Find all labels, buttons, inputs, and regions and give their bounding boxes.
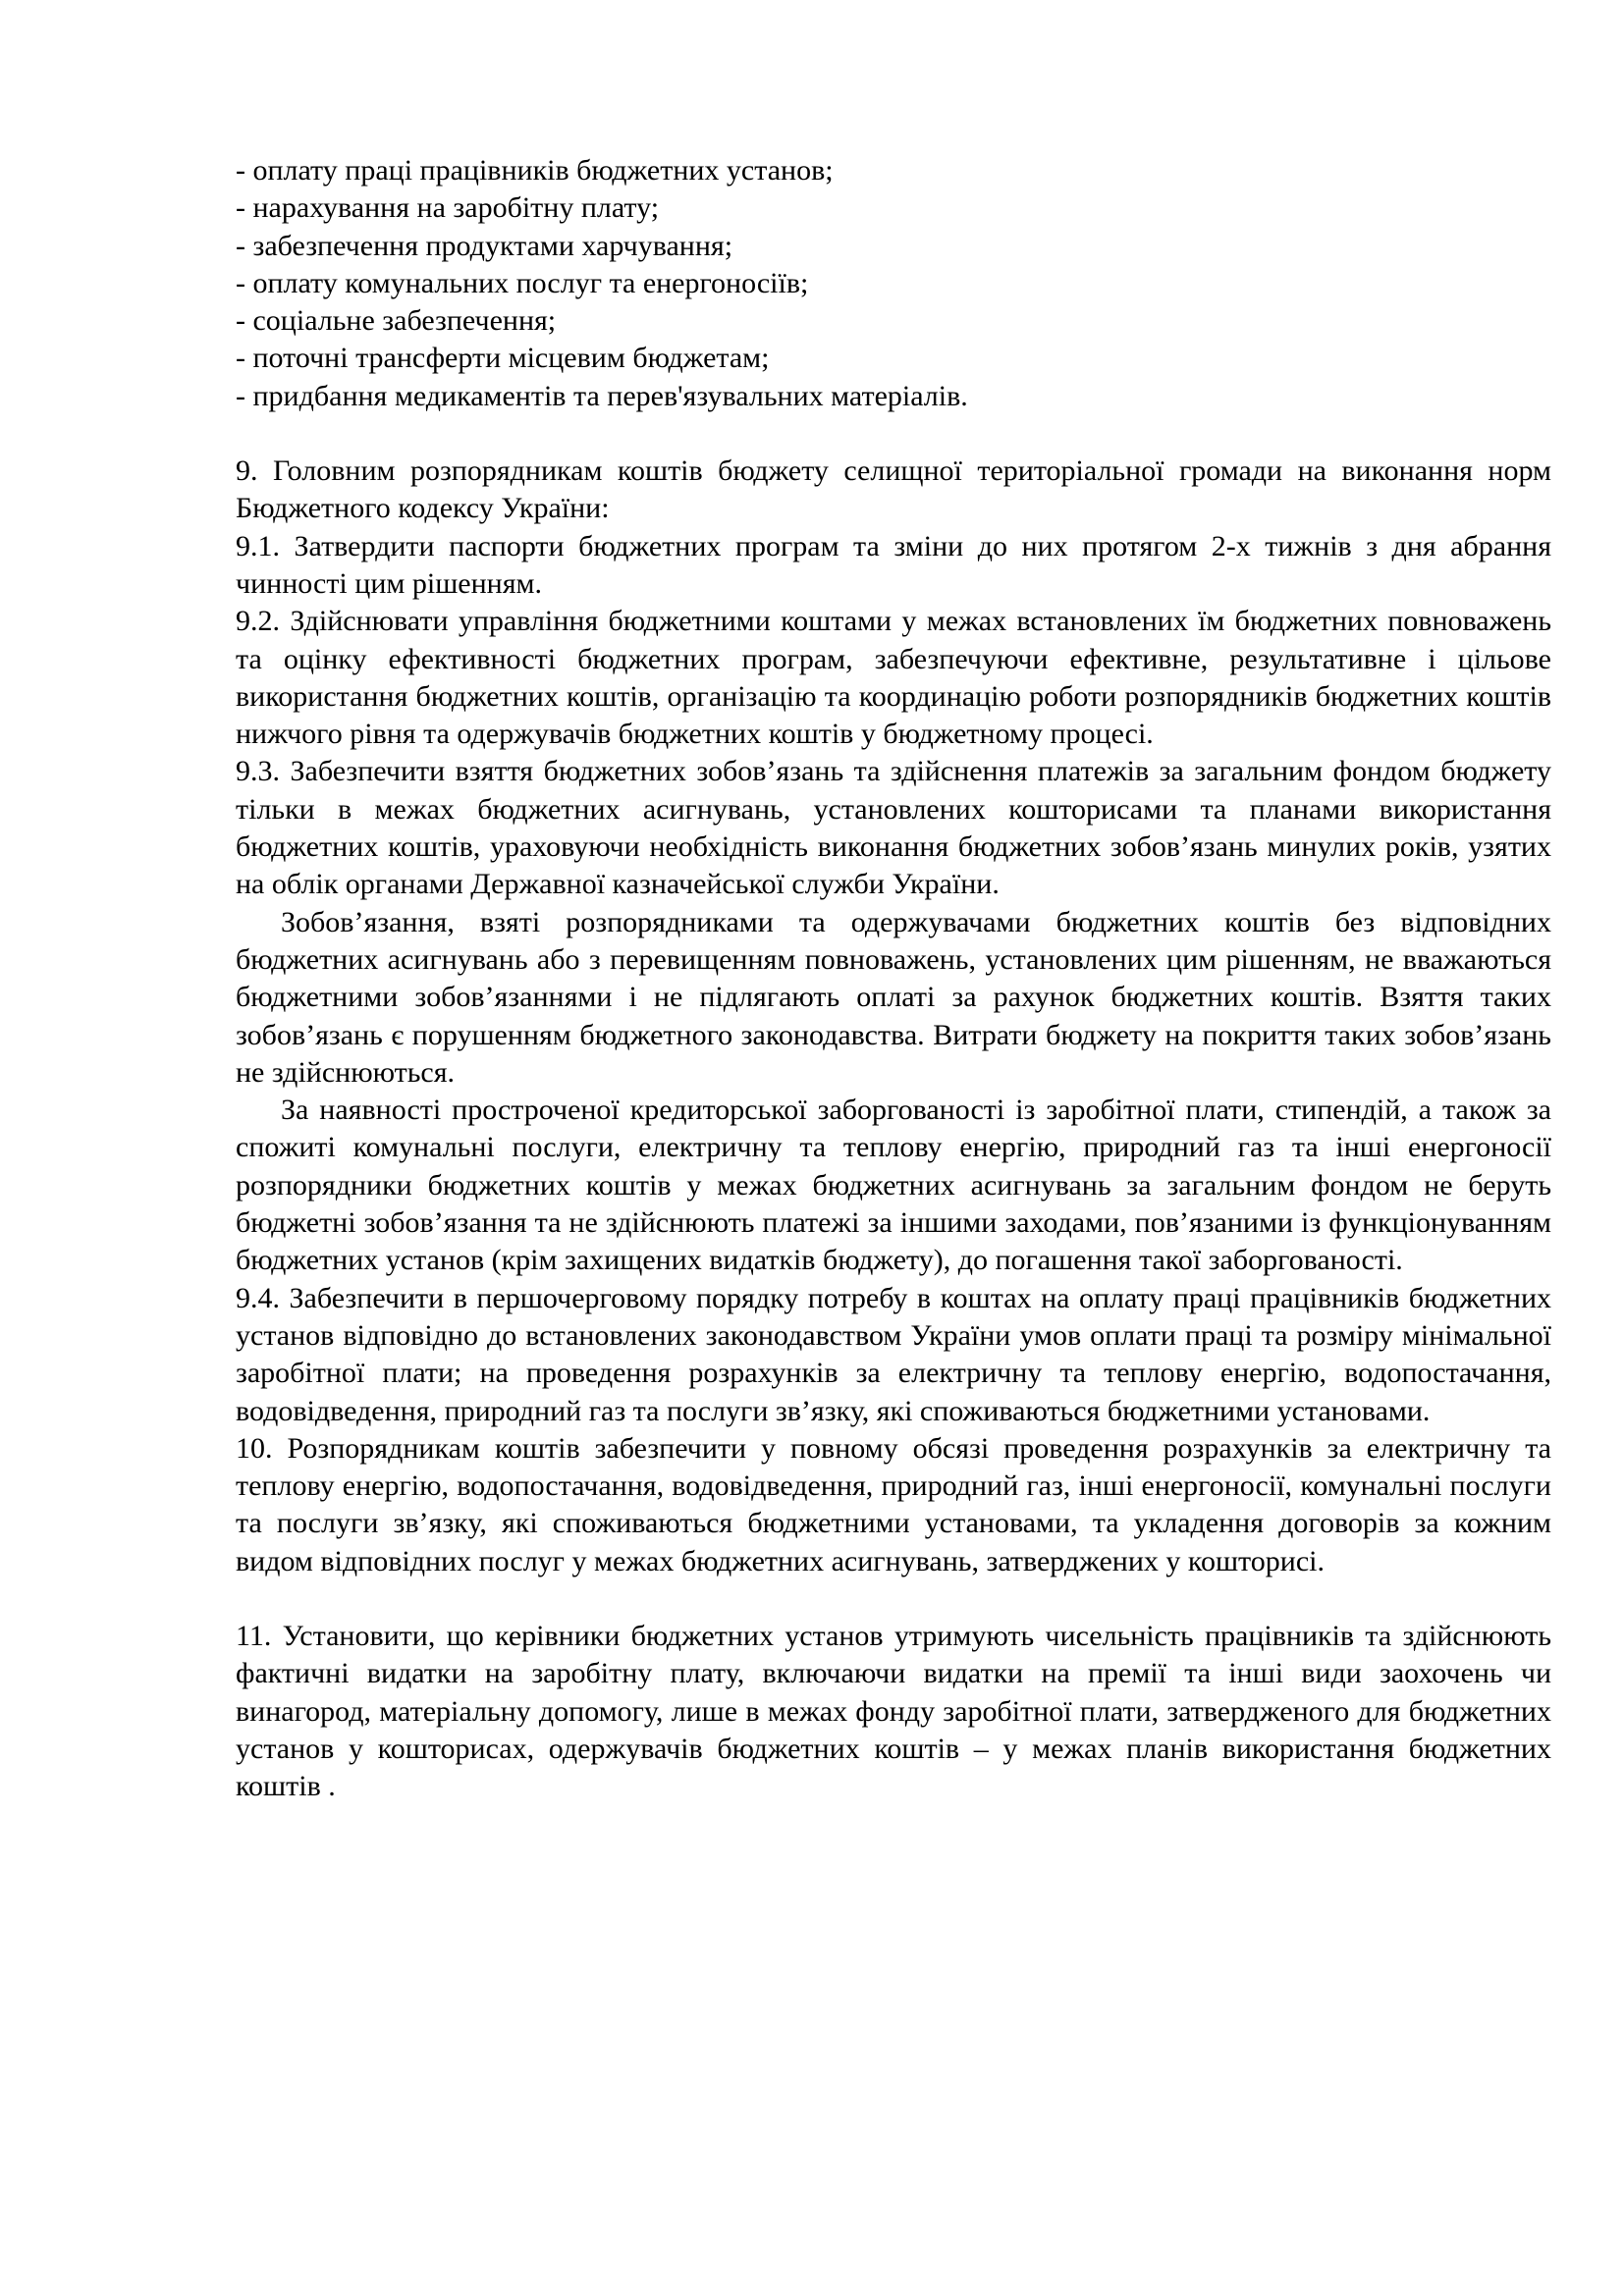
list-item: - поточні трансферти місцевим бюджетам; [236,342,770,375]
section-9-3-obligations: Зобов’язання, взяті розпорядниками та одержувачами бюджетних коштів без відповідних бюджетних асигнувань або з перевищенням повноважень, установлених цим рішенням, не вважаються бюджетними зобов’язаннями і не підлягають оплаті за рахунок бюджетних коштів. Взяття таких зобов’язань є порушенням бюджетного законодавства. Витрати бюджету на покриття таких зобов’язань не здійснюються. [236,905,1551,1089]
list-item: - придбання медикаментів та перев'язувальних матеріалів. [236,379,968,412]
section-9-4: 9.4. Забезпечити в першочерговому порядку потребу в коштах на оплату праці працівників бюджетних установ відповідно до встановлених законодавством України умов оплати праці та розміру мінімальної заробітної плати; на проведення розрахунків за електричну та теплову енергію, водопостачання, водовідведення, природний газ та послуги зв’язку, які споживаються бюджетними установами. [236,1281,1551,1427]
section-9-3-arrears: За наявності простроченої кредиторської заборгованості із заробітної плати, стипендій, а також за спожиті комунальні послуги, електричну та теплову енергію, природний газ та інші енергоносії розпорядники бюджетних коштів у межах бюджетних асигнувань за загальним фондом не беруть бюджетні зобов’язання та не здійснюють платежі за іншими заходами, пов’язаними із функціонуванням бюджетних установ (крім захищених видатків бюджету), до погашення такої заборгованості. [236,1094,1551,1277]
expenditure-list [236,152,1551,415]
document-page [236,152,1551,1805]
section-9-2: 9.2. Здійснювати управління бюджетними коштами у межах встановлених їм бюджетних повноважень та оцінку ефективності бюджетних програм, забезпечуючи ефективне, результативне і цільове використання бюджетних коштів, організацію та координацію роботи розпорядників бюджетних коштів нижчого рівня та одержувачів бюджетних коштів у бюджетному процесі. [236,605,1551,751]
list-item: - забезпечення продуктами харчування; [236,229,733,262]
section-9-intro: 9. Головним розпорядникам коштів бюджету селищної територіальної громади на виконання норм Бюджетного кодексу України: [236,454,1551,525]
list-item: - оплату праці працівників бюджетних установ; [236,154,834,187]
blank-line [236,415,1551,453]
section-9-3: 9.3. Забезпечити взяття бюджетних зобов’язань та здійснення платежів за загальним фондом бюджету тільки в межах бюджетних асигнувань, установлених кошторисами та планами використання бюджетних коштів, ураховуючи необхідність виконання бюджетних зобов’язань минулих років, узятих на облік органами Державної казначейської служби України. [236,755,1551,901]
list-item: - оплату комунальних послуг та енергоносіїв; [236,266,809,299]
section-11: 11. Установити, що керівники бюджетних установ утримують чисельність працівників та здійснюють фактичні видатки на заробітну плату, включаючи видатки на премії та інші види заохочень чи винагород, матеріальну допомогу, лише в межах фонду заробітної плати, затвердженого для бюджетних установ у кошторисах, одержувачів бюджетних коштів – у межах планів використання бюджетних коштів . [236,1619,1551,1803]
blank-line [236,1580,1551,1618]
list-item: - нарахування на заробітну плату; [236,191,660,225]
section-10: 10. Розпорядникам коштів забезпечити у повному обсязі проведення розрахунків за електричну та теплову енергію, водопостачання, водовідведення, природний газ, інші енергоносії, комунальні послуги та послуги зв’язку, які споживаються бюджетними установами, та укладення договорів за кожним видом відповідних послуг у межах бюджетних асигнувань, затверджених у кошторисі. [236,1431,1551,1577]
section-9-1: 9.1. Затвердити паспорти бюджетних програм та зміни до них протягом 2-х тижнів з дня абрання чинності цим рішенням. [236,529,1551,600]
list-item: - соціальне забезпечення; [236,304,557,338]
